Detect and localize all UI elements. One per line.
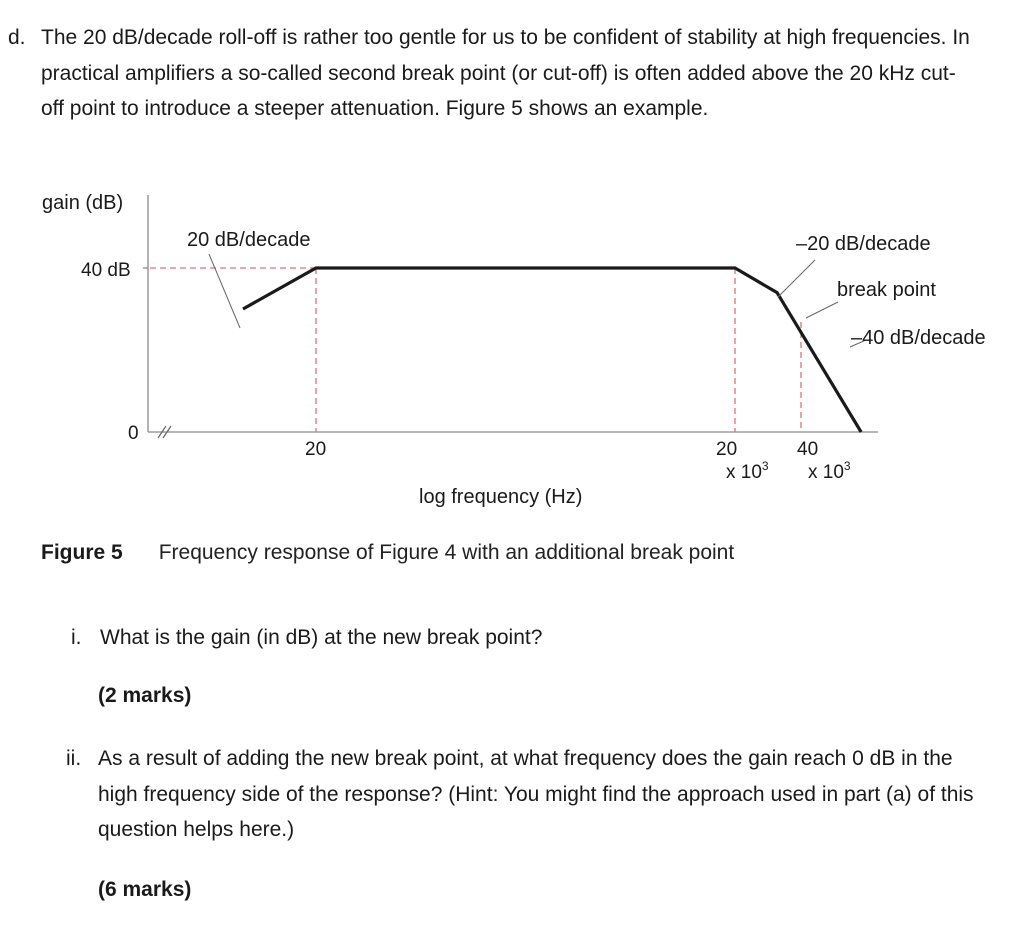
- question-d-text: The 20 dB/decade roll-off is rather too gentle for us to be confident of stability at high frequencies. In practical amplifiers a so-called second break point (or cut-off) is often added above the 20 kHz cut-off point to introduce a steeper attenuation. Figure 5 shows an example.: [41, 26, 970, 120]
- annotation-rise-slope: 20 dB/decade: [187, 229, 311, 251]
- question-i-marks: (2 marks): [98, 684, 192, 707]
- annotation-break-point: break point: [837, 279, 936, 301]
- question-i-text: What is the gain (in dB) at the new break point?: [100, 626, 543, 649]
- x-tick-20k-multiplier: x $10^3$: [726, 459, 769, 483]
- figure-caption: [41, 539, 734, 567]
- figure-label: Figure 5: [41, 541, 123, 564]
- question-i: [71, 620, 980, 656]
- x-tick-20k-value: 20: [716, 439, 738, 460]
- x-tick-40k-value: 40: [797, 439, 819, 460]
- annotation-fall-slope-1: –20 dB/decade: [796, 233, 931, 255]
- question-ii-text: As a result of adding the new break point, at what frequency does the gain reach 0 dB in the high frequency side of the response? (Hint: You might find the approach used in part (a) of this question helps here.): [98, 747, 974, 841]
- x-axis-label: log frequency (Hz): [419, 486, 583, 508]
- figure-caption-text: Frequency response of Figure 4 with an additional break point: [158, 541, 735, 564]
- y-axis-label: gain (dB): [42, 192, 124, 214]
- x-tick-20-label: 20: [305, 439, 327, 460]
- frequency-response-line: [243, 268, 861, 432]
- question-ii-marks: (6 marks): [98, 878, 192, 901]
- question-d-label: d.: [8, 26, 26, 49]
- y-tick-0-label: 0: [128, 423, 139, 444]
- y-tick-40-label: 40 dB: [81, 260, 131, 281]
- guide-lines: [150, 268, 801, 432]
- annotation-fall-slope-2: –40 dB/decade: [851, 327, 986, 349]
- question-ii: [66, 741, 978, 848]
- question-i-label: i.: [71, 626, 82, 649]
- x-tick-40k-multiplier: x $10^3$: [808, 459, 851, 483]
- question-ii-label: ii.: [66, 747, 82, 770]
